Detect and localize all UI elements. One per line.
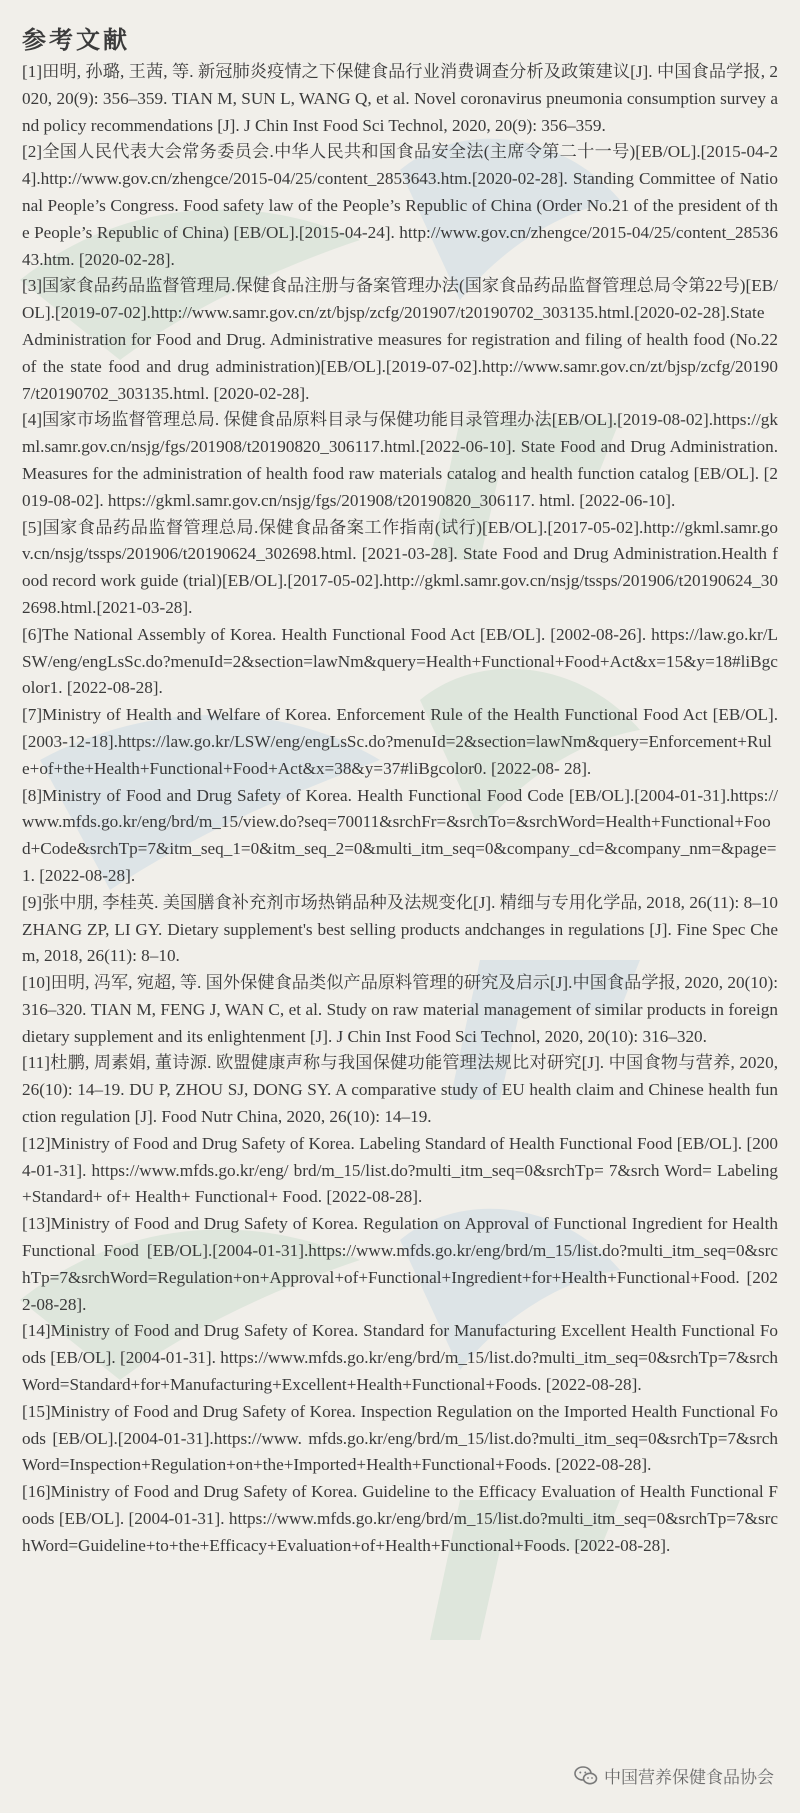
reference-item: [15]Ministry of Food and Drug Safety of Korea. Inspection Regulation on the Imported Health Functional Foods [EB/OL].[2004-01-31].https://www. mfds.go.kr/eng/brd/m_15/list.do?multi_itm_seq=0&srchTp=7&srchWord=Inspection+Regulation+on+the+Imported+Health+Functional+Foods. [2022-08-28]. xyxy=(22,1401,778,1475)
reference-item: [10]田明, 冯军, 宛超, 等. 国外保健食品类似产品原料管理的研究及启示[J].中国食品学报, 2020, 20(10): 316–320. TIAN M, FENG J, WAN C, et al. Study on raw material management of similar products in foreign dietary supplement and its enlightenment [J]. J Chin Inst Food Sci Technol, 2020, 20(10): 316–320. xyxy=(22,973,778,1046)
section-title: 参考文献 xyxy=(22,28,130,54)
reference-item: [5]国家食品药品监督管理总局.保健食品备案工作指南(试行)[EB/OL].[2017-05-02].http://gkml.samr.gov.cn/nsjg/tssps/201906/t20190624_302698.html. [2021-03-28]. State Food and Drug Administration.Health food record work guide (trial)[EB/OL].[2017-05-02].http://gkml.samr.gov.cn/nsjg/tssps/201906/t20190624_302698.html.[2021-03-28]. xyxy=(22,517,778,617)
references-section xyxy=(22,20,778,1560)
reference-item: [8]Ministry of Food and Drug Safety of Korea. Health Functional Food Code [EB/OL].[2004-01-31].https://www.mfds.go.kr/eng/brd/m_15/view.do?seq=70011&srchFr=&srchTo=&srchWord=Health+Functional+Food+Code&srchTp=7&itm_seq_1=0&itm_seq_2=0&multi_itm_seq=0&company_cd=&company_nm=&page=1. [2022-08-28]. xyxy=(22,785,778,885)
reference-item: [6]The National Assembly of Korea. Health Functional Food Act [EB/OL]. [2002-08-26]. https://law.go.kr/LSW/eng/engLsSc.do?menuId=2&section=lawNm&query=Health+Functional+Food+Act&x=15&y=18#liBgcolor1. [2022-08-28]. xyxy=(22,624,778,698)
references-list xyxy=(22,59,778,1560)
reference-item: [9]张中朋, 李桂英. 美国膳食补充剂市场热销品种及法规变化[J]. 精细与专用化学品, 2018, 26(11): 8–10 ZHANG ZP, LI GY. Dietary supplement's best selling products andchanges in regulations [J]. Fine Spec Chem, 2018, 26(11): 8–10. xyxy=(22,892,778,966)
reference-item: [3]国家食品药品监督管理局.保健食品注册与备案管理办法(国家食品药品监督管理总局令第22号)[EB/OL].[2019-07-02].http://www.samr.gov.cn/zt/bjsp/zcfg/201907/t20190702_303135.html.[2020-02-28].State Administration for Food and Drug. Administrative measures for registration and filing of health food (No.22 of the state food and drug administration)[EB/OL].[2019-07-02].http://www.samr.gov.cn/zt/bjsp/zcfg/201907/t20190702_303135.html. [2020-02-28]. xyxy=(22,276,778,403)
reference-item: [1]田明, 孙璐, 王茜, 等. 新冠肺炎疫情之下保健食品行业消费调查分析及政策建议[J]. 中国食品学报, 2020, 20(9): 356–359. TIAN M, SUN L, WANG Q, et al. Novel coronavirus pneumonia consumption survey and policy recommendations [J]. J Chin Inst Food Sci Technol, 2020, 20(9): 356–359. xyxy=(22,62,778,135)
reference-item: [4]国家市场监督管理总局. 保健食品原料目录与保健功能目录管理办法[EB/OL].[2019-08-02].https://gkml.samr.gov.cn/nsjg/fgs/201908/t20190820_306117.html.[2022-06-10]. State Food and Drug Administration. Measures for the administration of health food raw materials catalog and health function catalog [EB/OL]. [2019-08-02]. https://gkml.samr.gov.cn/nsjg/fgs/201908/t20190820_306117. html. [2022-06-10]. xyxy=(22,410,778,510)
reference-item: [12]Ministry of Food and Drug Safety of Korea. Labeling Standard of Health Functional Food [EB/OL]. [2004-01-31]. https://www.mfds.go.kr/eng/ brd/m_15/list.do?multi_itm_seq=0&srchTp= 7&srch Word= Labeling+Standard+ of+ Health+ Functional+ Food. [2022-08-28]. xyxy=(22,1133,778,1207)
reference-item: [16]Ministry of Food and Drug Safety of Korea. Guideline to the Efficacy Evaluation of Health Functional Foods [EB/OL]. [2004-01-31]. https://www.mfds.go.kr/eng/brd/m_15/list.do?multi_itm_seq=0&srchTp=7&srchWord=Guideline+to+the+Efficacy+Evaluation+of+Health+Functional+Foods. [2022-08-28]. xyxy=(22,1482,778,1555)
reference-item: [13]Ministry of Food and Drug Safety of Korea. Regulation on Approval of Functional Ingredient for Health Functional Food [EB/OL].[2004-01-31].https://www.mfds.go.kr/eng/brd/m_15/list.do?multi_itm_seq=0&srchTp=7&srchWord=Regulation+on+Approval+of+Functional+Ingredient+for+Health+Functional+Food. [2022-08-28]. xyxy=(22,1214,778,1314)
reference-item: [2]全国人民代表大会常务委员会.中华人民共和国食品安全法(主席令第二十一号)[EB/OL].[2015-04-24].http://www.gov.cn/zhengce/2015-04/25/content_2853643.htm.[2020-02-28]. Standing Committee of National People’s Congress. Food safety law of the People’s Republic of China (Order No.21 of the president of the People’s Republic of China) [EB/OL].[2015-04-24]. http://www.gov.cn/zhengce/2015-04/25/content_2853643.htm. [2020-02-28]. xyxy=(22,142,778,269)
account-name: 中国营养保健食品协会 xyxy=(604,1768,774,1788)
reference-item: [14]Ministry of Food and Drug Safety of Korea. Standard for Manufacturing Excellent Health Functional Foods [EB/OL]. [2004-01-31]. https://www.mfds.go.kr/eng/brd/m_15/list.do?multi_itm_seq=0&srchTp=7&srchWord=Standard+for+Manufacturing+Excellent+Health+Functional+Foods. [2022-08-28]. xyxy=(22,1321,778,1395)
wechat-icon xyxy=(574,1765,598,1787)
reference-item: [11]杜鹏, 周素娟, 董诗源. 欧盟健康声称与我国保健功能管理法规比对研究[J]. 中国食物与营养, 2020, 26(10): 14–19. DU P, ZHOU SJ, DONG SY. A comparative study of EU health claim and Chinese health function regulation [J]. Food Nutr China, 2020, 26(10): 14–19. xyxy=(22,1053,778,1127)
account-watermark xyxy=(570,1761,778,1790)
reference-item: [7]Ministry of Health and Welfare of Korea. Enforcement Rule of the Health Functional Food Act [EB/OL].[2003-12-18].https://law.go.kr/LSW/eng/engLsSc.do?menuId=2&section=lawNm&query=Enforcement+Rule+of+the+Health+Functional+Food+Act&x=38&y=37#liBgcolor0. [2022-08- 28]. xyxy=(22,705,778,778)
